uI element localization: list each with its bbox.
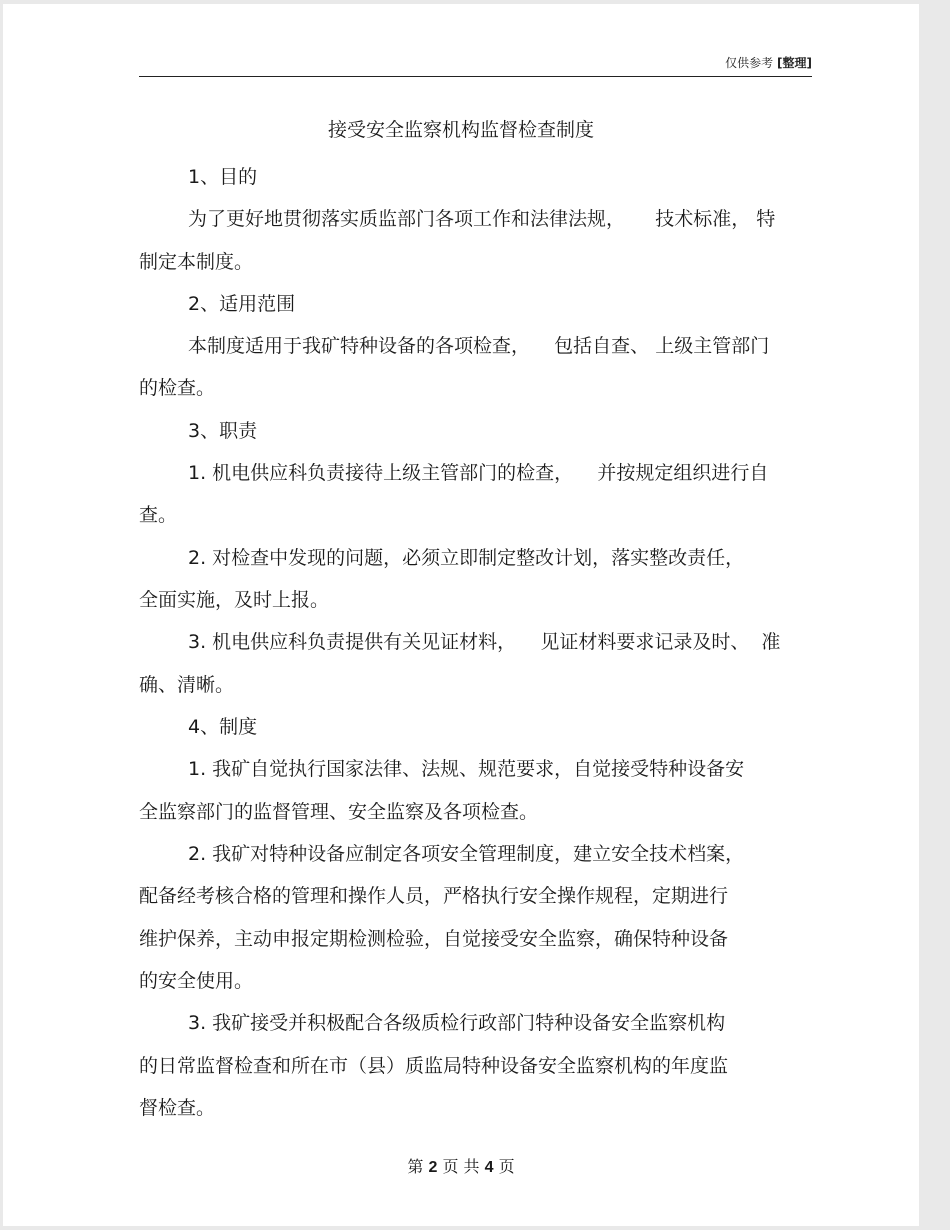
paragraph-line: 的安全使用。 <box>139 970 254 992</box>
document-title: 接受安全监察机构监督检查制度 <box>327 119 594 141</box>
section-heading: 4、制度 <box>188 716 258 738</box>
section-heading: 2、适用范围 <box>188 293 296 315</box>
header-rule <box>139 76 812 77</box>
paragraph-line: 本制度适用于我矿特种设备的各项检查， 包括自查、 上级主管部门 <box>188 335 770 357</box>
page-footer <box>3 1154 919 1177</box>
paragraph-line: 的日常监督检查和所在市（县）质监局特种设备安全监察机构的年度监 <box>139 1055 729 1077</box>
paragraph-line: 2. 对检查中发现的问题，必须立即制定整改计划，落实整改责任， <box>188 547 745 569</box>
page-header <box>139 54 812 72</box>
paragraph-line: 全面实施，及时上报。 <box>139 589 330 611</box>
paragraph-line: 查。 <box>139 504 178 526</box>
section-heading: 3、职责 <box>188 420 258 442</box>
header-bracket: [整理] <box>777 56 812 70</box>
section-heading: 1、目的 <box>188 166 258 188</box>
paragraph-line: 1. 我矿自觉执行国家法律、法规、规范要求，自觉接受特种设备安 <box>188 758 745 780</box>
paragraph-line: 2. 我矿对特种设备应制定各项安全管理制度，建立安全技术档案， <box>188 843 745 865</box>
paragraph-line: 1. 机电供应科负责接待上级主管部门的检查， 并按规定组织进行自 <box>188 462 769 484</box>
paragraph-line: 制定本制度。 <box>139 251 254 273</box>
paragraph-line: 的检查。 <box>139 377 216 399</box>
footer-total-pages: 4 <box>484 1159 494 1176</box>
document-page <box>3 4 919 1226</box>
paragraph-line: 为了更好地贯彻落实质监部门各项工作和法律法规， 技术标准， 特 <box>188 208 776 230</box>
paragraph-line: 3. 我矿接受并积极配合各级质检行政部门特种设备安全监察机构 <box>188 1012 726 1034</box>
paragraph-line: 3. 机电供应科负责提供有关见证材料， 见证材料要求记录及时、 准 <box>188 631 781 653</box>
paragraph-line: 全监察部门的监督管理、安全监察及各项检查。 <box>139 801 539 823</box>
paragraph-line: 确、清晰。 <box>139 674 235 696</box>
paragraph-line: 督检查。 <box>139 1097 216 1119</box>
footer-middle: 页 共 <box>442 1157 480 1176</box>
header-text: 仅供参考 <box>725 56 774 70</box>
footer-page-number: 2 <box>428 1159 438 1176</box>
footer-prefix: 第 <box>407 1157 424 1176</box>
paragraph-line: 维护保养，主动申报定期检测检验，自觉接受安全监察，确保特种设备 <box>139 928 729 950</box>
footer-suffix: 页 <box>498 1157 515 1176</box>
paragraph-line: 配备经考核合格的管理和操作人员，严格执行安全操作规程，定期进行 <box>139 885 729 907</box>
